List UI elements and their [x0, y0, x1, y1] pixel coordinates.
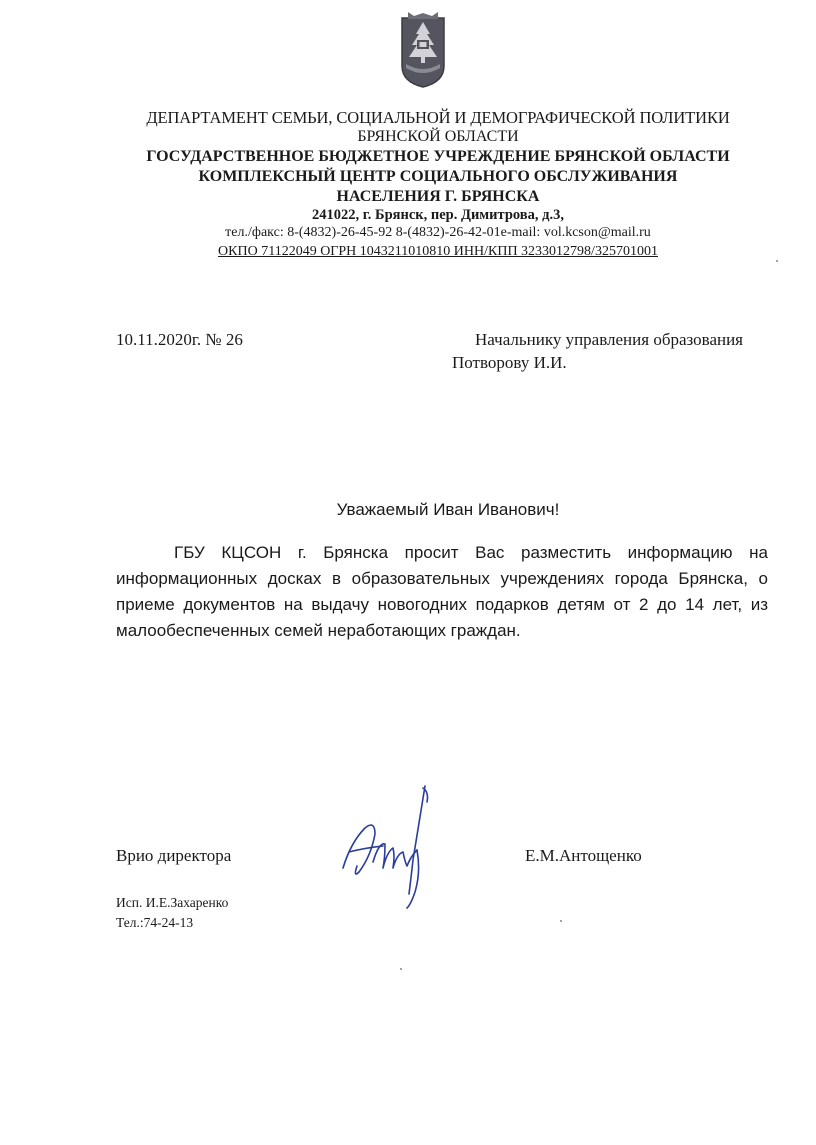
department-name: ДЕПАРТАМЕНТ СЕМЬИ, СОЦИАЛЬНОЙ И ДЕМОГРАФИЧЕСКОЙ ПОЛИТИКИ: [146, 108, 730, 127]
handwritten-signature-icon: [335, 782, 445, 912]
signatory-position: Врио директора: [116, 846, 232, 865]
institution-name-line1: ГОСУДАРСТВЕННОЕ БЮДЖЕТНОЕ УЧРЕЖДЕНИЕ БРЯНСКОЙ ОБЛАСТИ: [146, 148, 730, 165]
executor-name: Исп. И.Е.Захаренко: [116, 895, 229, 910]
addressee-name: Потворову И.И.: [452, 353, 567, 372]
signatory-name: Е.М.Антощенко: [525, 846, 642, 865]
executor-phone: Тел.:74-24-13: [116, 915, 194, 930]
department-region: БРЯНСКОЙ ОБЛАСТИ: [357, 128, 519, 145]
institution-name-line2: КОМПЛЕКСНЫЙ ЦЕНТР СОЦИАЛЬНОГО ОБСЛУЖИВАНИЯ: [198, 168, 678, 185]
letter-date-number: 10.11.2020г. № 26: [116, 330, 243, 349]
institution-registry-codes: ОКПО 71122049 ОГРН 1043211010810 ИНН/КПП 3233012798/325701001: [218, 244, 658, 259]
scan-speck: [776, 260, 778, 262]
letter-greeting: Уважаемый Иван Иванович!: [336, 500, 560, 519]
institution-contacts: тел./факс: 8-(4832)-26-45-92 8-(4832)-26-42-01e-mail: vol.kcson@mail.ru: [225, 225, 651, 240]
letter-body: ГБУ КЦСОН г. Брянска просит Вас разместить информацию на информационных досках в образовательных учреждениях города Брянска, о приеме документов на выдачу новогодних подарков детям от 2 до 14 лет, из малообеспеченных семей неработающих граждан.: [116, 543, 768, 640]
addressee-position: Начальнику управления образования: [475, 330, 743, 349]
coat-of-arms-icon: [400, 12, 446, 88]
scan-speck: [400, 968, 402, 970]
scan-speck: [560, 920, 562, 922]
institution-name-line3: НАСЕЛЕНИЯ Г. БРЯНСКА: [336, 188, 540, 205]
institution-address: 241022, г. Брянск, пер. Димитрова, д.3,: [312, 207, 564, 223]
